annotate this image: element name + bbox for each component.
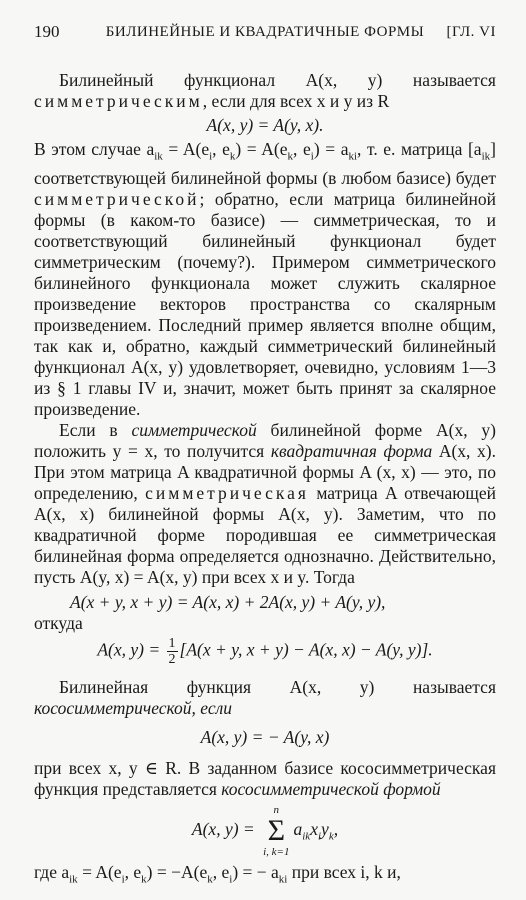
page-number: 190: [34, 22, 60, 41]
formula-symmetry: A(x, y) = A(y, x).: [206, 115, 324, 135]
fraction-one-half: $\frac{1}{2}$: [168, 635, 176, 667]
running-title: БИЛИНЕЙНЫЕ И КВАДРАТИЧНЫЕ ФОРМЫ: [105, 24, 425, 40]
paragraph-skew-form: при всех x, y ∈ R. В заданном базисе кососимметрическая функция представляется кососимметрической формой: [34, 757, 496, 799]
paragraph-skew-coefficients: где $a_{ik} = A(e_i$, $e_k) = -A(e_k$, $e_i$) = − $a_{ki}$ при всех i, k и,: [34, 861, 401, 885]
paragraph-symmetric-matrix: В этом случае $a_{ik} = A(e_i$, $e_k) = A(e_k$, $e_i) = a_{ki}$, т. е. матрица $[a_{ik}]$ соответствующей билинейной формы (в любом базисе) будет симметрической; обратно, если матрица билинейной формы (в каком-то базисе) — симметрическая, то и соответствующий билинейный функционал будет симметрическим (почему?). Примером симметрического билинейного функционала может служить скалярное произведение векторов пространства со скалярным произведением. Последний пример является вполне общим, так как и, обратно, каждый симметрический билинейный функционал A(x, y) удовлетворяет, очевидно, условиям 1—3 из § 1 главы IV и, значит, может быть принят за скалярное произведение.: [34, 139, 496, 419]
chapter-label: [ГЛ. VI: [446, 24, 496, 40]
formula-polarization: A(x, y) = $\frac{1}{2}$ [A(x + y, x + y) − A(x, x) − A(y, y)].: [97, 635, 433, 667]
running-header: [34, 22, 496, 44]
formula-expansion: A(x + y, x + y) = A(x, x) + 2A(x, y) + A(y, y),: [70, 591, 386, 612]
paragraph-skew-symmetric: Билинейная функция A(x, y) называется кососимметрической, если: [34, 676, 496, 718]
formula-skew-symmetry: A(x, y) = − A(y, x): [200, 726, 330, 747]
formula-skew-sum: A(x, y) = n Σ i, k=1 $a_{ik}x_iy_k$,: [191, 803, 339, 858]
word-otkuda: откуда: [34, 612, 83, 633]
paragraph-quadratic-form: Если в симметрической билинейной форме A(x, y) положить y = x, то получится квадратичная форма A(x, x). При этом матрица A квадратичной формы A (x, x) — это, по определению, симметрическая матрица A отвечающей A(x, x) билинейной формы A(x, y). Заметим, что по квадратичной форме породившая ее симметрическая билинейная форма определяется однозначно. Действительно, пусть A(y, x) = A(x, y) при всех x и y. Тогда: [34, 419, 496, 587]
page-body: [34, 70, 496, 890]
summation-sign: n Σ i, k=1: [263, 803, 290, 858]
paragraph-definition-symmetric: Билинейный функционал A(x, y) называется симметрическим, если для всех x и y из R: [34, 70, 496, 111]
